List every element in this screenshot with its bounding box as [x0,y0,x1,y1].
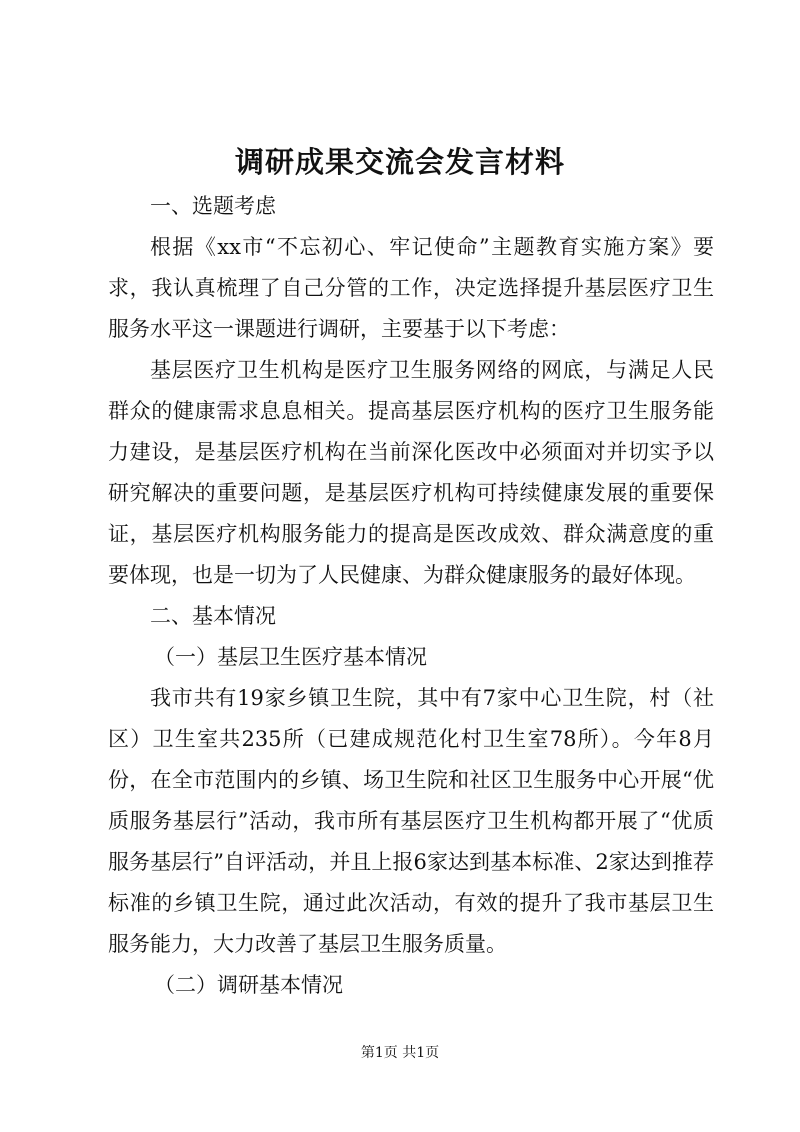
subsection-heading-research: （二）调研基本情况 [154,973,343,997]
section-heading-topic: 一、选题考虑 [150,194,276,218]
document-body [108,186,714,1006]
section-heading-overview: 二、基本情况 [150,604,276,628]
subsection-heading-basic: （一）基层卫生医疗基本情况 [154,645,427,669]
page-footer: 第1页 共1页 [360,1045,440,1061]
document-title: 调研成果交流会发言材料 [234,145,565,179]
paragraph-statistics: 我市共有19家乡镇卫生院，其中有7家中心卫生院，村（社区）卫生室共235所（已建成规范化村卫生室78所）。今年8月份，在全市范围内的乡镇、场卫生院和社区卫生服务中心开展“优质服务基层行”活动，我市所有基层医疗卫生机构都开展了“优质服务基层行”自评活动，并且上报6家达到基本标准、2家达到推荐标准的乡镇卫生院，通过此次活动，有效的提升了我市基层卫生服务能力，大力改善了基层卫生服务质量。 [108,686,714,956]
paragraph-background: 基层医疗卫生机构是医疗卫生服务网络的网底，与满足人民群众的健康需求息息相关。提高基层医疗机构的医疗卫生服务能力建设，是基层医疗机构在当前深化医改中必须面对并切实予以研究解决的重要问题，是基层医疗机构可持续健康发展的重要保证，基层医疗机构服务能力的提高是医改成效、群众满意度的重要体现，也是一切为了人民健康、为群众健康服务的最好体现。 [108,358,714,587]
paragraph-basis: 根据《xx市“不忘初心、牢记使命”主题教育实施方案》要求，我认真梳理了自己分管的工作，决定选择提升基层医疗卫生服务水平这一课题进行调研，主要基于以下考虑： [108,235,714,341]
